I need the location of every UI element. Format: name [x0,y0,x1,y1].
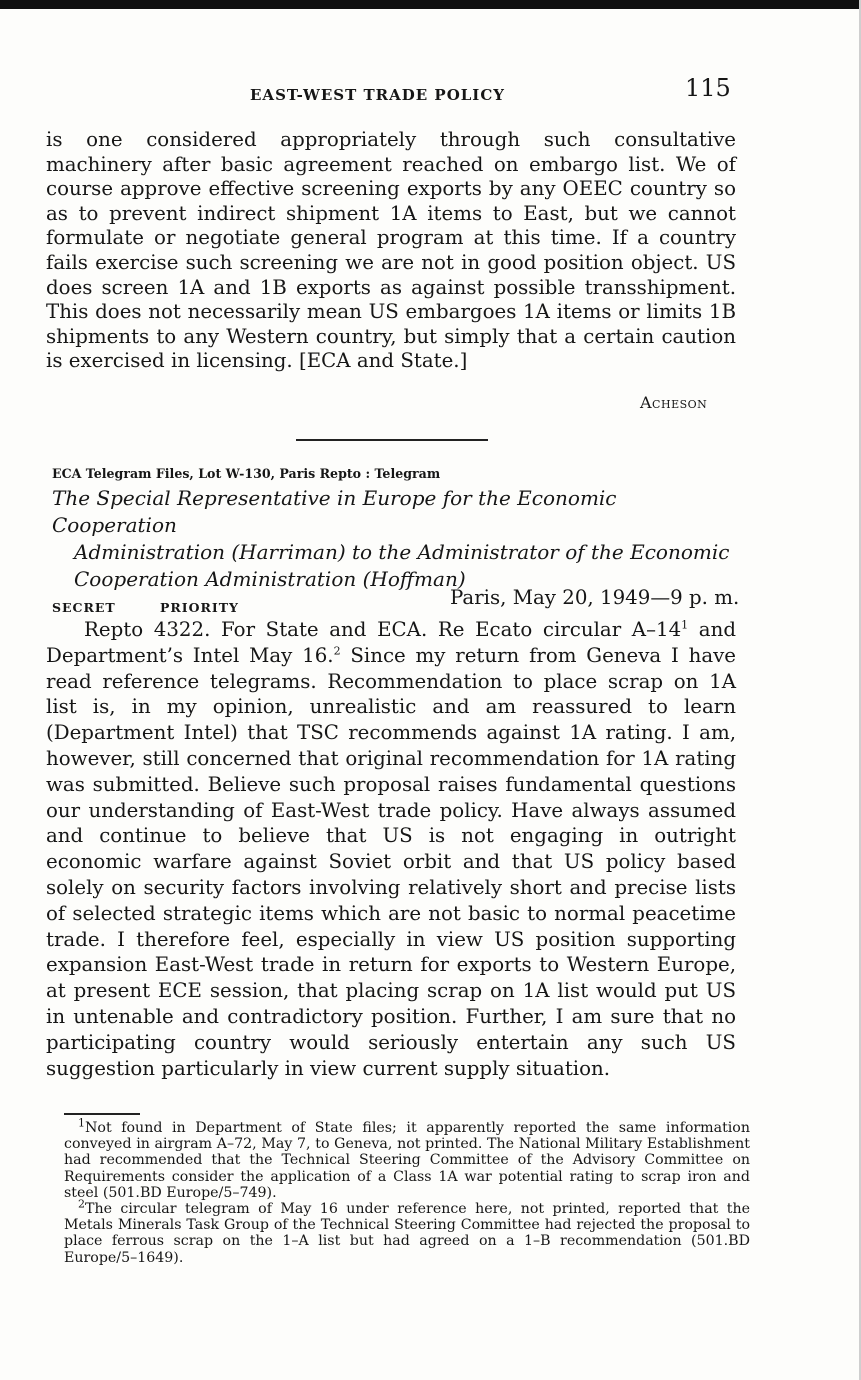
source-citation: ECA Telegram Files, Lot W-130, Paris Repto : Telegram [52,466,441,481]
footnote-2-text: The circular telegram of May 16 under reference here, not printed, reported that the Metals Minerals Task Group of the Technical Steering Committee had rejected the proposal to place ferrous scrap on the 1–A list but had agreed on a 1–B recommendation (501.BD Europe/5–1649). [64,1201,750,1266]
heading-line-2: Administration (Harriman) to the Administrator of the Economic [74,540,730,564]
continued-paragraph-text: is one considered appropriately through such consultative machinery after basic agreement reached on embargo list. We of course approve effective screening exports by any OEEC country so as to prevent indirect shipment 1A items to East, but we cannot formulate or negotiate general program at this time. If a country fails exercise such screening we are not in good position object. US does screen 1A and 1B exports as against possible transshipment. This does not necessarily mean US embargoes 1A items or limits 1B shipments to any Western country, but simply that a certain caution is exercised in licensing. [ECA and State.] [46,128,736,373]
signature-acheson [640,393,707,412]
footnote-1-marker: 1 [78,1116,85,1130]
footnote-2 [64,1197,750,1266]
body-part-1: Repto 4322. For State and ECA. Re Ecato circular A–14 [84,618,682,641]
heading-line-1: The Special Representative in Europe for the Economic Cooperation [52,486,617,537]
body-part-2: and Department’s Intel May 16. [46,618,736,667]
signature-text: Acheson [640,393,708,412]
footnotes [64,1116,750,1266]
scan-top-border [0,0,861,9]
dateline: Paris, May 20, 1949—9 p. m. [450,586,740,609]
footnote-2-marker: 2 [78,1197,85,1211]
heading-line-3: Cooperation Administration (Hoffman) [74,567,466,591]
classification-label: SECRET [52,600,116,615]
footnote-ref-1: 1 [681,618,689,632]
footnote-ref-2: 2 [333,644,341,658]
telegram-body-text [46,617,736,1081]
body-part-3: Since my return from Geneva I have read reference telegrams. Recommendation to place scrap on 1A list is, in my opinion, unrealistic and am reassured to learn (Department Intel) that TSC recommends against 1A rating. I am, however, still concerned that original recommendation for 1A rating was submitted. Believe such proposal raises fundamental questions our understanding of East-West trade policy. Have always assumed and continue to believe that US is not engaging in outright economic warfare against Soviet orbit and that US policy based solely on security factors involving relatively short and precise lists of selected strategic items which are not basic to normal peacetime trade. I therefore feel, especially in view US position supporting expansion East-West trade in return for exports to Western Europe, at present ECE session, that placing scrap on 1A list would put US in untenable and contradictory position. Further, I am sure that no participating country would seriously entertain any such US suggestion particularly in view current supply situation. [46,643,736,1080]
document-heading [52,485,742,593]
priority-label: PRIORITY [160,600,239,615]
page-number: 115 [685,74,731,102]
continued-paragraph [46,128,736,374]
footnote-1-text: Not found in Department of State files; it apparently reported the same information conveyed in airgram A–72, May 7, to Geneva, not printed. The National Military Establishment had recommended that the Technical Steering Committee of the Advisory Committee on Requirements consider the application of a Class 1A war potential rating to scrap iron and steel (501.BD Europe/5–749). [64,1120,750,1201]
telegram-body [46,617,736,1081]
footnote-1 [64,1116,750,1201]
running-head: EAST-WEST TRADE POLICY [250,86,505,104]
section-divider [296,439,488,441]
footnote-rule [64,1113,140,1115]
